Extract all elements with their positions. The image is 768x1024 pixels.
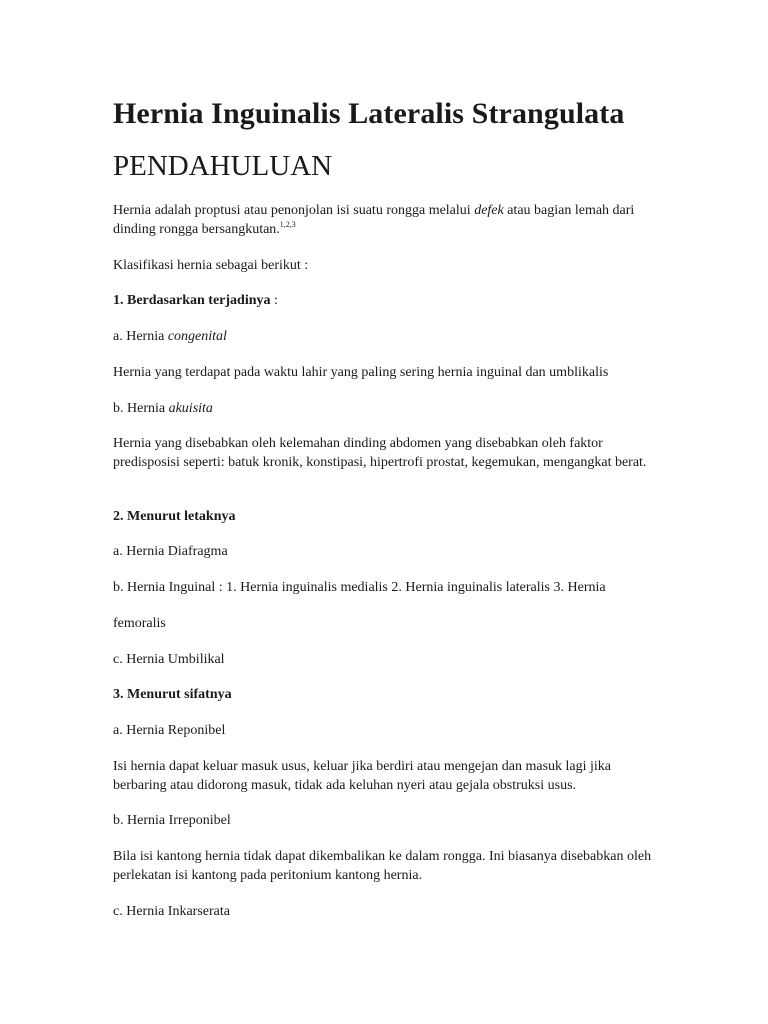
item-2b-continuation: femoralis	[113, 616, 166, 631]
item-2c: c. Hernia Umbilikal	[113, 652, 225, 667]
section-heading: PENDAHULUAN	[113, 150, 333, 182]
section-1-heading	[113, 291, 658, 310]
item-3b: b. Hernia Irreponibel	[113, 813, 231, 828]
item-1a	[113, 327, 658, 346]
document-title: Hernia Inguinalis Lateralis Strangulata	[113, 97, 625, 130]
item-1b	[113, 399, 658, 418]
item-3c: c. Hernia Inkarserata	[113, 904, 230, 919]
item-1a-description: Hernia yang terdapat pada waktu lahir yang paling sering hernia inguinal dan umblikalis	[113, 365, 609, 380]
item-1a-italic: congenital	[167, 329, 227, 344]
section-1-heading-text: 1. Berdasarkan terjadinya	[113, 293, 271, 308]
intro-paragraph	[113, 201, 658, 239]
item-2a: a. Hernia Diafragma	[113, 544, 228, 559]
item-1b-italic: akuisita	[168, 401, 213, 416]
intro-text-italic: defek	[474, 203, 504, 218]
item-3b-description: Bila isi kantong hernia tidak dapat dikembalikan ke dalam rongga. Ini biasanya disebabkan oleh perlekatan isi kantong pada peritonium kantong hernia.	[113, 849, 652, 883]
item-3a-description: Isi hernia dapat keluar masuk usus, keluar jika berdiri atau mengejan dan masuk lagi jika berbaring atau didorong masuk, tidak ada keluhan nyeri atau gejala obstruksi usus.	[113, 759, 612, 793]
item-3a: a. Hernia Reponibel	[113, 723, 226, 738]
citation-superscript: 1,2,3	[279, 220, 296, 229]
item-1a-prefix: a. Hernia	[113, 329, 168, 344]
item-1b-description: Hernia yang disebabkan oleh kelemahan dinding abdomen yang disebabkan oleh faktor predisposisi seperti: batuk kronik, konstipasi, hipertrofi prostat, kegemukan, mengangkat berat.	[113, 436, 647, 470]
classification-intro: Klasifikasi hernia sebagai berikut :	[113, 258, 309, 273]
section-2-heading: 2. Menurut letaknya	[113, 509, 236, 524]
intro-text-start: Hernia adalah proptusi atau penonjolan isi suatu rongga melalui	[113, 203, 475, 218]
intro-text-end: atau bagian lemah dari dinding rongga bersangkutan.	[113, 203, 635, 237]
item-2b: b. Hernia Inguinal : 1. Hernia inguinalis medialis 2. Hernia inguinalis lateralis 3. Hernia	[113, 580, 606, 595]
section-1-heading-suffix: :	[270, 293, 278, 308]
section-3-heading: 3. Menurut sifatnya	[113, 687, 232, 702]
item-1b-prefix: b. Hernia	[113, 401, 169, 416]
